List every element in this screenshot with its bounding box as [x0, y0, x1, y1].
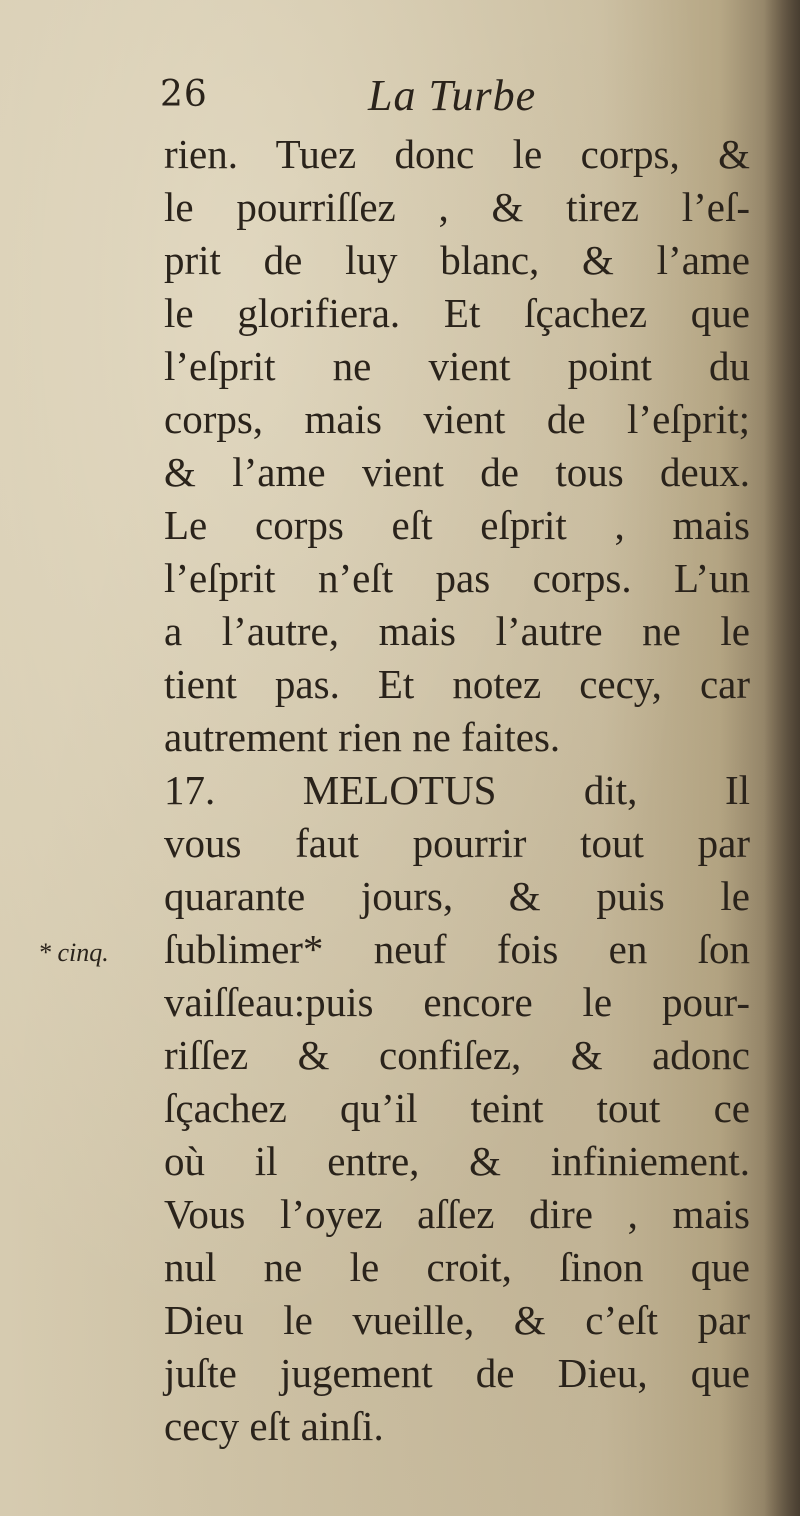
text-line: Vous l’oyez aſſez dire , mais — [164, 1191, 750, 1237]
text-line: autrement rien ne faites. — [164, 714, 561, 760]
text-line: quarante jours, & puis le — [164, 873, 750, 919]
text-line: prit de luy blanc, & l’ame — [164, 237, 750, 283]
text-line: où il entre, & infiniement. — [164, 1138, 750, 1184]
text-line: a l’autre, mais l’autre ne le — [164, 608, 750, 654]
text-line: rien. Tuez donc le corps, & — [164, 131, 750, 177]
text-line: Dieu le vueille, & c’eſt par — [164, 1297, 750, 1343]
text-line: l’eſprit n’eſt pas corps. L’un — [164, 555, 750, 601]
text-line: & l’ame vient de tous deux. — [164, 449, 750, 495]
text-line: vous faut pourrir tout par — [164, 820, 750, 866]
text-line: nul ne le croit, ſinon que — [164, 1244, 750, 1290]
text-line: juſte jugement de Dieu, que — [164, 1350, 750, 1396]
running-title: La Turbe — [368, 71, 537, 120]
text-line: ſublimer* neuf fois en ſon — [164, 926, 750, 972]
text-line: Le corps eſt eſprit , mais — [164, 502, 750, 548]
text-line: ſçachez qu’il teint tout ce — [164, 1085, 750, 1131]
margin-note: * cinq. — [38, 938, 109, 967]
page-number: 26 — [160, 74, 208, 115]
text-line: tient pas. Et notez cecy, car — [164, 661, 750, 707]
page-gutter-shadow — [764, 0, 800, 1516]
text-line: riſſez & confiſez, & adonc — [164, 1032, 750, 1078]
text-line: le pourriſſez , & tirez l’eſ- — [164, 184, 750, 230]
page-header — [160, 70, 610, 126]
text-line: le glorifiera. Et ſçachez que — [164, 290, 750, 336]
body-text — [164, 128, 750, 1453]
section-heading-line: 17. MELOTUS dit, Il — [164, 767, 750, 813]
text-line: vaiſſeau:puis encore le pour- — [164, 979, 750, 1025]
text-line: cecy eſt ainſi. — [164, 1403, 384, 1449]
text-line: l’eſprit ne vient point du — [164, 343, 750, 389]
text-line: corps, mais vient de l’eſprit; — [164, 396, 750, 442]
